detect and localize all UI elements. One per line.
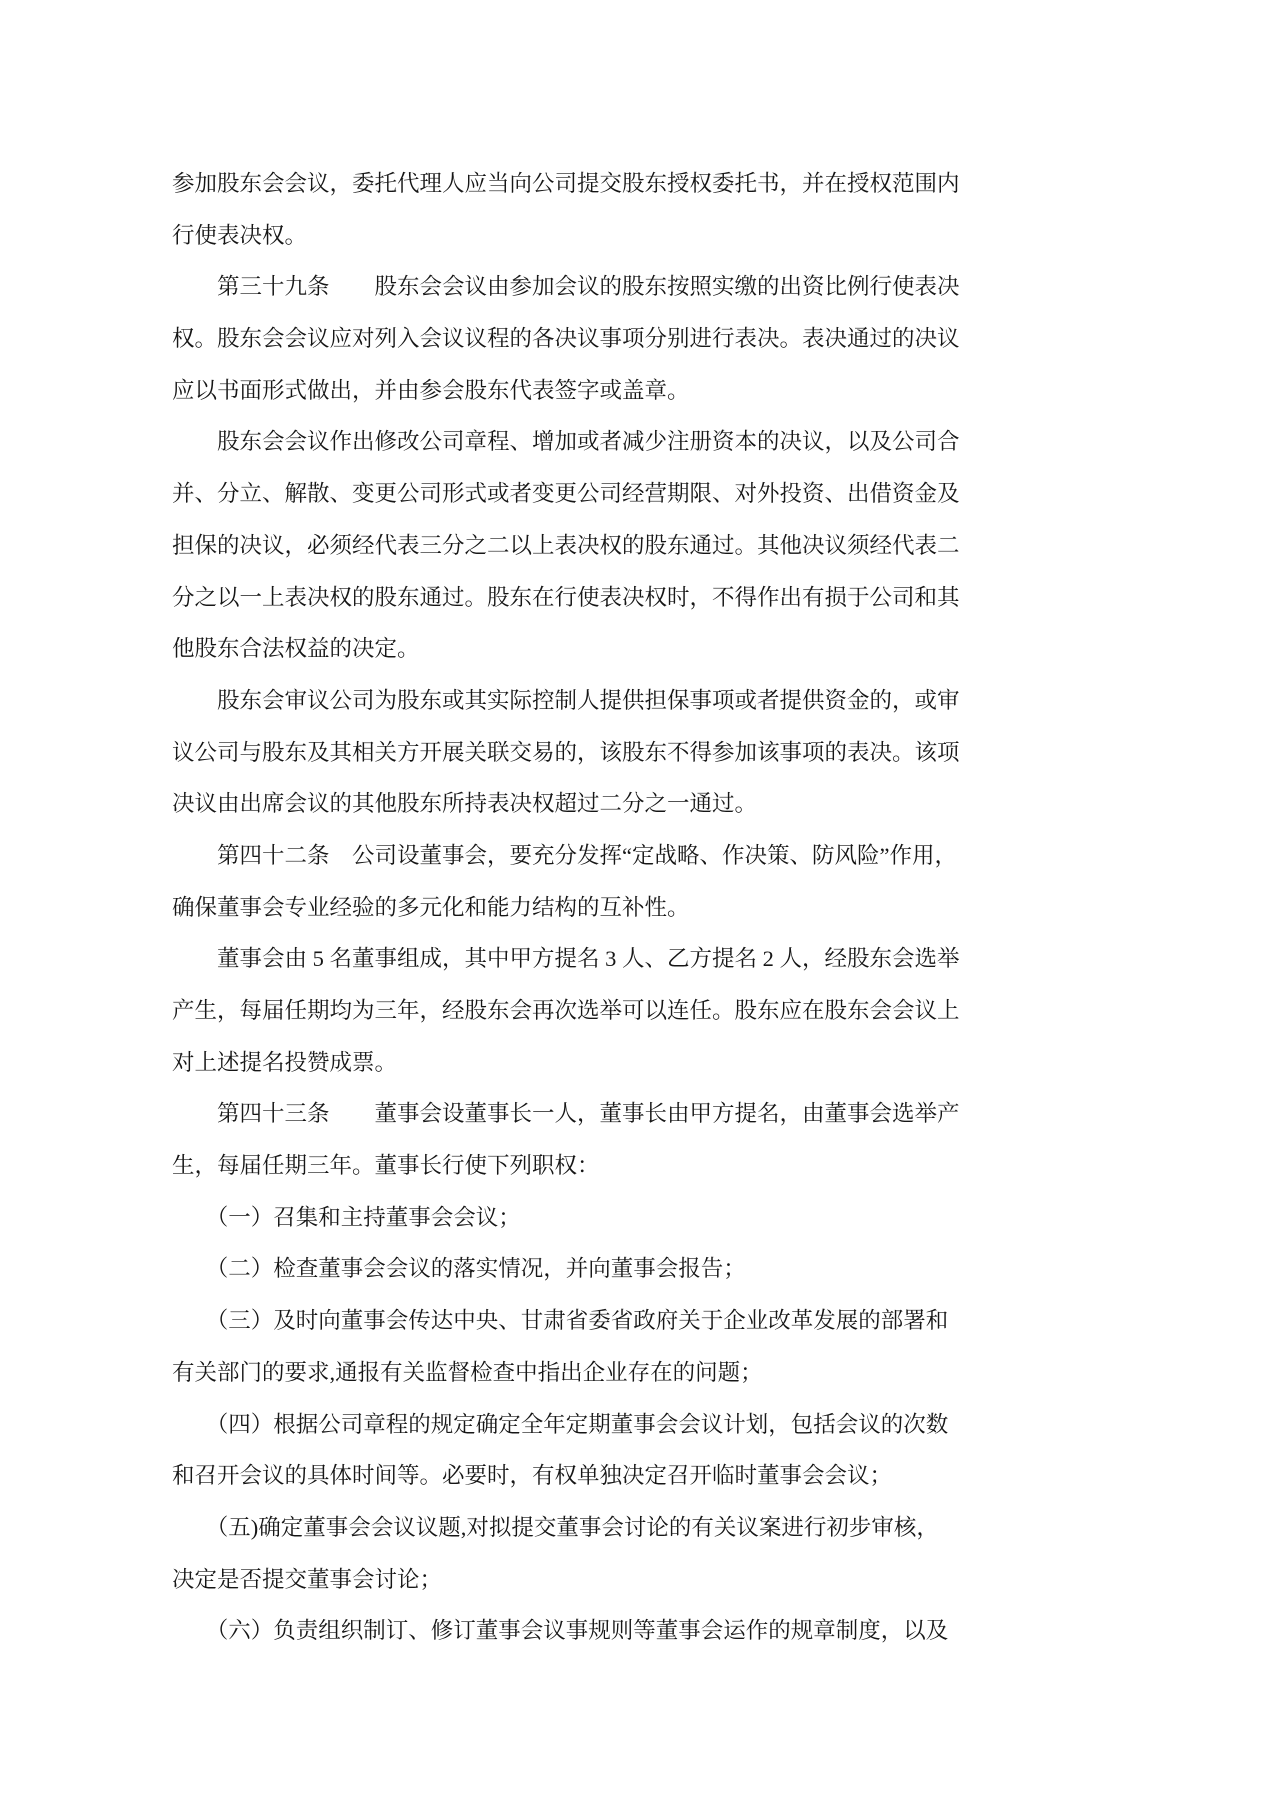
doc-line: 参加股东会会议，委托代理人应当向公司提交股东授权委托书，并在授权范围内 bbox=[172, 171, 960, 196]
doc-line: （五)确定董事会会议议题,对拟提交董事会讨论的有关议案进行初步审核， bbox=[172, 1514, 939, 1540]
doc-line: 第三十九条 股东会会议由参加会议的股东按照实缴的出资比例行使表决 bbox=[172, 274, 960, 300]
doc-line: 决议由出席会议的其他股东所持表决权超过二分之一通过。 bbox=[172, 791, 758, 817]
doc-line: 议公司与股东及其相关方开展关联交易的，该股东不得参加该事项的表决。该项 bbox=[172, 739, 960, 765]
doc-line: 股东会会议作出修改公司章程、增加或者减少注册资本的决议，以及公司合 bbox=[172, 429, 960, 455]
doc-line: 应以书面形式做出，并由参会股东代表签字或盖章。 bbox=[172, 377, 690, 403]
doc-line: 董事会由 5 名董事组成，其中甲方提名 3 人、乙方提名 2 人，经股东会选举 bbox=[172, 946, 960, 972]
doc-line: 产生，每届任期均为三年，经股东会再次选举可以连任。股东应在股东会会议上 bbox=[172, 998, 960, 1023]
doc-line: 决定是否提交董事会讨论； bbox=[172, 1566, 443, 1592]
doc-line: 确保董事会专业经验的多元化和能力结构的互补性。 bbox=[172, 894, 690, 920]
doc-line: 有关部门的要求,通报有关监督检查中指出企业存在的问题； bbox=[172, 1359, 763, 1385]
doc-line: 股东会审议公司为股东或其实际控制人提供担保事项或者提供资金的，或审 bbox=[172, 687, 960, 713]
doc-line: 对上述提名投赞成票。 bbox=[172, 1049, 398, 1075]
doc-line: 和召开会议的具体时间等。必要时，有权单独决定召开临时董事会会议； bbox=[172, 1463, 893, 1489]
doc-line: 他股东合法权益的决定。 bbox=[172, 636, 420, 662]
doc-line: （六）负责组织制订、修订董事会议事规则等董事会运作的规章制度，以及 bbox=[172, 1618, 949, 1644]
doc-line: 担保的决议，必须经代表三分之二以上表决权的股东通过。其他决议须经代表二 bbox=[172, 532, 960, 558]
doc-line: 第四十三条 董事会设董事长一人，董事长由甲方提名，由董事会选举产 bbox=[172, 1101, 960, 1127]
doc-line: 行使表决权。 bbox=[172, 222, 308, 248]
doc-line: （二）检查董事会会议的落实情况，并向董事会报告； bbox=[172, 1256, 746, 1282]
doc-line: 权。股东会会议应对列入会议议程的各决议事项分别进行表决。表决通过的决议 bbox=[172, 326, 960, 352]
doc-line: 并、分立、解散、变更公司形式或者变更公司经营期限、对外投资、出借资金及 bbox=[172, 481, 960, 507]
doc-line: 生，每届任期三年。董事长行使下列职权： bbox=[172, 1153, 600, 1179]
doc-line: （一）召集和主持董事会会议； bbox=[172, 1204, 521, 1230]
document-text-block bbox=[172, 158, 972, 1657]
doc-line: （三）及时向董事会传达中央、甘肃省委省政府关于企业改革发展的部署和 bbox=[172, 1308, 949, 1334]
doc-line: 第四十二条 公司设董事会，要充分发挥“定战略、作决策、防风险”作用， bbox=[172, 842, 957, 868]
doc-line: 分之以一上表决权的股东通过。股东在行使表决权时，不得作出有损于公司和其 bbox=[172, 584, 960, 610]
doc-line: （四）根据公司章程的规定确定全年定期董事会会议计划，包括会议的次数 bbox=[172, 1411, 949, 1437]
